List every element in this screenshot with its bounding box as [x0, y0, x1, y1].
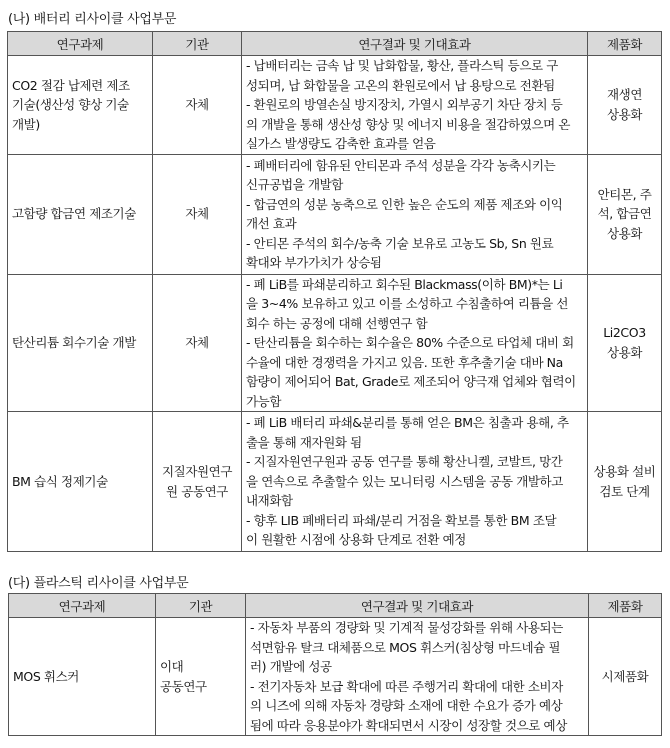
cell-line: 회수 하는 공정에 대해 선행연구 함 — [246, 315, 428, 331]
cell-line: 함량이 제어되어 Bat, Grade로 제조되어 양극재 업체와 협력이 — [246, 374, 576, 389]
result-cell — [242, 274, 588, 412]
cell-line: 신규공법을 개발함 — [246, 177, 343, 192]
task-cell — [8, 412, 153, 552]
cell-line: 출을 통해 재자원화 됨 — [246, 434, 362, 450]
org-cell — [153, 56, 242, 155]
cell-line: 을 3~4% 보유하고 있고 이를 소성하고 수침출하여 리튬을 선 — [246, 296, 569, 311]
product-cell — [588, 274, 662, 412]
org-cell — [153, 274, 242, 412]
cell-line: 상용화 — [606, 344, 643, 360]
cell-line: 자체 — [185, 206, 209, 222]
cell-line: 의 니즈에 의해 자동차 경량화 소재에 대한 수요가 증가 예상 — [250, 698, 563, 713]
cell-line: 재생연 — [606, 87, 643, 103]
cell-line: 안티몬, 주 — [597, 186, 652, 202]
header-org: 기관 — [156, 594, 246, 618]
cell-line: 탄산리튬 회수기술 개발 — [12, 335, 136, 350]
table-row — [8, 154, 662, 274]
cell-line: - 지질자원연구원과 공동 연구를 통해 황산니켈, 코발트, 망간 — [246, 454, 563, 470]
cell-line: 수율에 대한 경쟁력을 가지고 있음. 또한 후추출기술 대바 Na — [246, 354, 563, 370]
cell-line: - 자동차 부품의 경량화 및 기계적 물성강화를 위해 사용되는 — [250, 620, 563, 635]
product-cell — [588, 412, 662, 552]
table-row — [8, 56, 662, 155]
cell-line: 시제품화 — [601, 668, 649, 684]
cell-line: - 폐 LiB를 파쇄분리하고 회수된 Blackmass(이하 BM)*는 Li — [246, 276, 563, 292]
result-cell — [242, 412, 588, 552]
product-cell — [588, 56, 662, 155]
cell-line: 상용화 — [606, 225, 643, 241]
product-cell — [589, 618, 662, 736]
cell-line: 개발) — [12, 116, 40, 132]
cell-line: 검토 단계 — [599, 483, 650, 499]
cell-line: 의 개발을 통해 생산성 향상 및 에너지 비용을 절감하였으며 온 — [246, 116, 571, 132]
cell-line: 내재화함 — [246, 493, 293, 509]
cell-line: 상용화 — [606, 106, 643, 122]
cell-line: 석, 합금연 — [597, 206, 652, 222]
cell-line: 성되며, 납 화합물을 고온의 환원로에서 납 용탕으로 전환됨 — [246, 77, 555, 93]
org-cell — [153, 412, 242, 552]
cell-line: 자체 — [185, 335, 209, 350]
cell-line: 확대와 부가가치가 상승됨 — [246, 255, 382, 270]
cell-line: 지질자원연구 — [161, 464, 233, 479]
header-org: 기관 — [153, 32, 242, 56]
cell-line: 공동연구 — [160, 678, 207, 694]
task-cell — [8, 56, 153, 155]
table-row — [8, 412, 662, 552]
cell-line: 고함량 합금연 제조기술 — [12, 206, 136, 222]
table-header-row — [9, 594, 662, 618]
cell-line: - 폐 LiB 배터리 파쇄&분리를 통해 얻은 BM은 침출과 용해, 추 — [246, 415, 569, 431]
cell-line: 상용화 설비 — [593, 464, 656, 479]
cell-line: 러) 개발에 성공 — [250, 659, 332, 674]
cell-line: MOS 휘스커 — [13, 668, 79, 684]
cell-line: 됨에 따라 응용분야가 확대되면서 시장이 성장할 것으로 예상 — [250, 717, 567, 733]
cell-line: 가능함 — [246, 393, 282, 409]
cell-line: 이 원활한 시점에 상용화 단계로 전환 예정 — [246, 532, 466, 548]
section-title-battery: (나) 배터리 리사이클 사업부문 — [8, 12, 177, 27]
cell-line: - 전기자동차 보급 확대에 따른 주행거리 확대에 대한 소비자 — [250, 678, 563, 694]
result-cell — [242, 154, 588, 274]
cell-line: - 납배터리는 금속 납 및 납화합물, 황산, 플라스틱 등으로 구 — [246, 58, 558, 73]
result-cell — [242, 56, 588, 155]
header-product: 제품화 — [589, 594, 662, 618]
section-title-plastic: (다) 플라스틱 리사이클 사업부문 — [8, 576, 189, 591]
result-cell — [246, 618, 589, 736]
header-result: 연구결과 및 기대효과 — [242, 32, 588, 56]
cell-line: - 안티몬 주석의 회수/농축 기술 보유로 고농도 Sb, Sn 원료 — [246, 235, 554, 251]
cell-line: Li2CO3 — [603, 325, 646, 341]
cell-line: 자체 — [185, 97, 209, 112]
table-row — [8, 274, 662, 412]
org-cell — [156, 618, 246, 736]
plastic-research-table — [8, 593, 662, 736]
task-cell — [8, 274, 153, 412]
table-header-row — [8, 32, 662, 56]
cell-line: 개선 효과 — [246, 216, 297, 231]
cell-line: - 합금연의 성분 농축으로 인한 높은 순도의 제품 제조와 이익 — [246, 196, 563, 212]
task-cell — [8, 154, 153, 274]
cell-line: 석면함유 탈크 대체품으로 MOS 휘스커(침상형 마드네슘 필 — [250, 639, 561, 655]
cell-line: BM 습식 정제기술 — [12, 473, 108, 489]
cell-line: 원 공동연구 — [166, 483, 228, 499]
cell-line: - 폐배터리에 함유된 안티몬과 주석 성분을 각각 농축시키는 — [246, 157, 556, 173]
cell-line: - 탄산리튬을 회수하는 회수율은 80% 수준으로 타업체 대비 회 — [246, 335, 574, 350]
battery-research-table — [7, 31, 662, 552]
cell-line: 이대 — [160, 659, 184, 674]
org-cell — [153, 154, 242, 274]
header-result: 연구결과 및 기대효과 — [246, 594, 589, 618]
cell-line: 을 연속으로 추출할수 있는 모니터링 시스템을 공동 개발하고 — [246, 473, 563, 489]
table-row — [9, 618, 662, 736]
cell-line: 실가스 발생량도 감축한 효과를 얻음 — [246, 136, 436, 151]
cell-line: 기술(생산성 향상 기술 — [12, 97, 129, 112]
cell-line: CO2 절감 납제련 제조 — [12, 77, 130, 93]
header-task: 연구과제 — [9, 594, 156, 618]
task-cell — [9, 618, 156, 736]
header-product: 제품화 — [588, 32, 662, 56]
product-cell — [588, 154, 662, 274]
cell-line: - 환원로의 방열손실 방지장치, 가열시 외부공기 차단 장치 등 — [246, 97, 563, 112]
header-task: 연구과제 — [8, 32, 153, 56]
cell-line: - 향후 LIB 폐배터리 파쇄/분리 거점을 확보를 통한 BM 조달 — [246, 512, 557, 528]
